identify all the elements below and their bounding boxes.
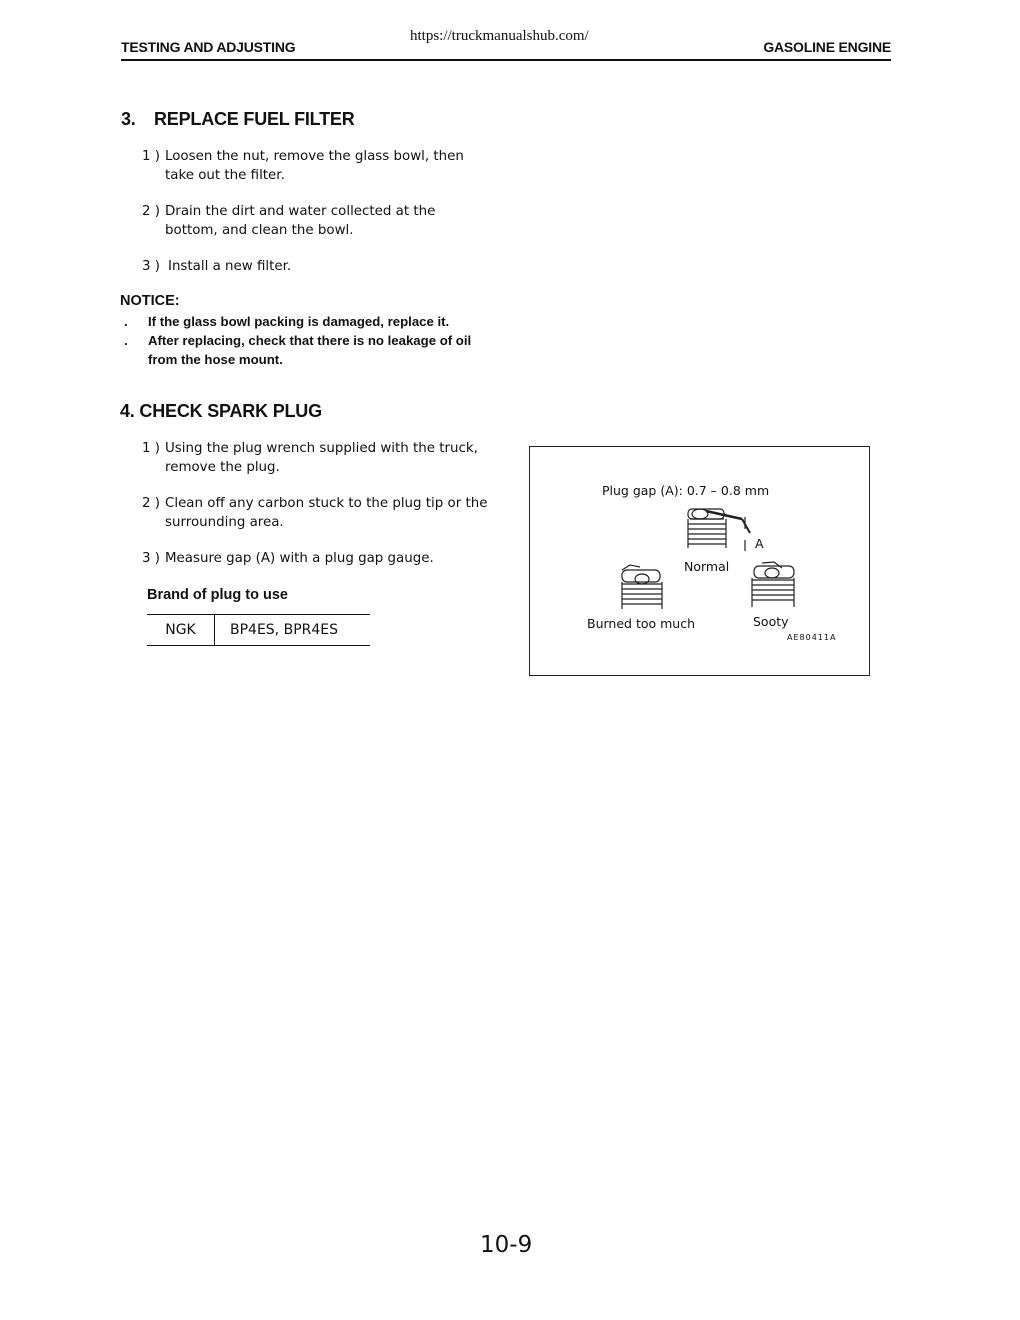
step-text: Drain the dirt and water collected at the bottom, and clean the bowl. — [165, 204, 436, 238]
sooty-label: Sooty — [753, 614, 789, 629]
section-4-step-1 — [142, 439, 492, 477]
notice-bullet: . — [124, 333, 128, 348]
section-4-heading: 4. CHECK SPARK PLUG — [120, 401, 322, 421]
step-number: 3 ) — [142, 259, 161, 274]
step-number: 1 ) — [142, 441, 161, 456]
section-3-step-2 — [142, 202, 492, 240]
header-divider — [121, 59, 891, 61]
step-text: Measure gap (A) with a plug gap gauge. — [165, 551, 434, 566]
step-number: 2 ) — [142, 496, 161, 511]
notice-title: NOTICE: — [120, 293, 180, 309]
step-text: Clean off any carbon stuck to the plug tip or the surrounding area. — [165, 496, 488, 530]
step-text: Loosen the nut, remove the glass bowl, then take out the filter. — [165, 149, 464, 183]
step-text: Install a new filter. — [168, 259, 292, 274]
sooty-plug-icon — [752, 562, 794, 607]
notice-text: After replacing, check that there is no leakage of oil from the hose mount. — [148, 333, 472, 367]
burned-plug-icon — [622, 565, 662, 609]
step-number: 3 ) — [142, 551, 161, 566]
section-3-number: 3. — [121, 109, 136, 129]
notice-item-2 — [121, 331, 493, 369]
header-engine-type: GASOLINE ENGINE — [763, 39, 891, 55]
normal-label: Normal — [684, 559, 730, 574]
plug-model-cell: BP4ES, BPR4ES — [230, 622, 339, 638]
section-4-step-2 — [142, 494, 492, 532]
header-section-title: TESTING AND ADJUSTING — [121, 39, 296, 55]
step-number: 2 ) — [142, 204, 161, 219]
plug-brand-title: Brand of plug to use — [147, 587, 288, 603]
plug-gap-label: Plug gap (A): 0.7 – 0.8 mm — [602, 483, 770, 498]
page-number: 10-9 — [480, 1232, 533, 1258]
section-3-step-3 — [142, 257, 492, 276]
section-4-step-3 — [142, 549, 492, 568]
notice-text: If the glass bowl packing is damaged, replace it. — [148, 314, 450, 329]
step-text: Using the plug wrench supplied with the truck, remove the plug. — [165, 441, 478, 475]
section-3-title: REPLACE FUEL FILTER — [154, 109, 355, 129]
burned-label: Burned too much — [587, 616, 696, 631]
gap-a-label: A — [755, 536, 764, 551]
section-3-heading — [121, 109, 355, 130]
normal-plug-icon — [688, 509, 750, 551]
section-3-step-1 — [142, 147, 492, 185]
source-url: https://truckmanualshub.com/ — [410, 28, 589, 44]
notice-bullet: . — [124, 314, 128, 329]
notice-item-1 — [121, 312, 491, 331]
spark-plug-figure — [529, 446, 870, 676]
plug-brand-cell: NGK — [147, 615, 215, 645]
figure-code: AE80411A — [787, 633, 837, 642]
plug-brand-table — [147, 614, 370, 646]
step-number: 1 ) — [142, 149, 161, 164]
